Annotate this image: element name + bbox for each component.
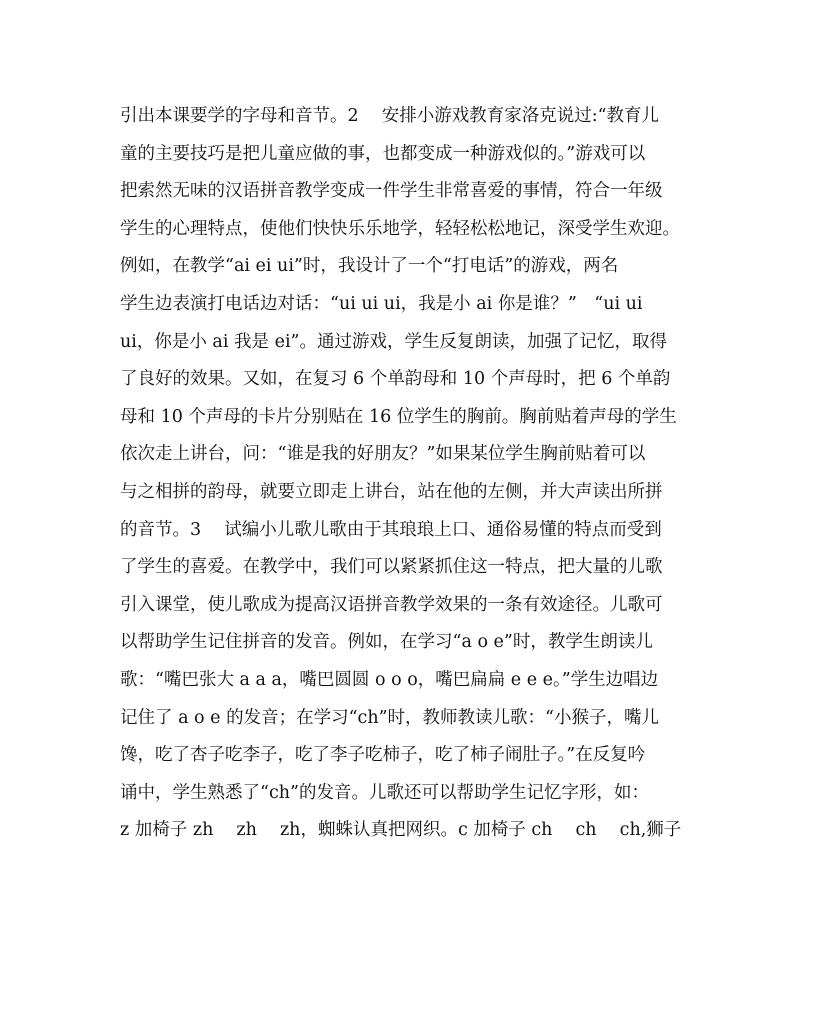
text-line: z 加椅子 zh zh zh，蜘蛛认真把网织。c 加椅子 ch ch ch,狮子 <box>120 820 682 841</box>
text-line: 学生边表演打电话边对话：“ui ui ui，我是小 ai 你是谁？” “ui ui <box>120 293 643 314</box>
text-line: 的音节。3 试编小儿歌儿歌由于其琅琅上口、通俗易懂的特点而受到 <box>120 519 662 540</box>
text-line: 例如，在教学“ai ei ui”时，我设计了一个“打电话”的游戏，两名 <box>120 256 619 277</box>
text-line: 童的主要技巧是把儿童应做的事，也都变成一种游戏似的。”游戏可以 <box>120 143 646 164</box>
text-line: 把索然无味的汉语拼音教学变成一件学生非常喜爱的事情，符合一年级 <box>120 181 663 202</box>
text-line: 与之相拼的韵母，就要立即走上讲台，站在他的左侧，并大声读出所拼 <box>120 481 663 502</box>
text-line: 记住了 a o e 的发音；在学习“ch”时，教师教读儿歌：“小猴子，嘴儿 <box>120 707 659 728</box>
text-line: 依次走上讲台，问：“谁是我的好朋友？”如果某位学生胸前贴着可以 <box>120 444 646 465</box>
text-line: 学生的心理特点，使他们快快乐乐地学，轻轻松松地记，深受学生欢迎。 <box>120 218 680 239</box>
text-line: ui，你是小 ai 我是 ei”。通过游戏，学生反复朗读，加强了记忆，取得 <box>120 331 667 352</box>
text-line: 歌：“嘴巴张大 a a a，嘴巴圆圆 o o o，嘴巴扁扁 e e e。”学生边唱边 <box>120 669 659 690</box>
text-line: 馋，吃了杏子吃李子，吃了李子吃柿子，吃了柿子闹肚子。”在反复吟 <box>120 745 646 766</box>
text-line: 以帮助学生记住拼音的发音。例如，在学习“a o e”时，教学生朗读儿 <box>120 632 653 653</box>
text-line: 诵中，学生熟悉了“ch”的发音。儿歌还可以帮助学生记忆字形，如： <box>120 782 649 803</box>
body-text <box>120 98 700 850</box>
text-line: 了良好的效果。又如，在复习 6 个单韵母和 10 个声母时，把 6 个单韵 <box>120 369 671 390</box>
text-line: 引入课堂，使儿歌成为提高汉语拼音教学效果的一条有效途径。儿歌可 <box>120 594 663 615</box>
text-line: 了学生的喜爱。在教学中，我们可以紧紧抓住这一特点，把大量的儿歌 <box>120 557 663 578</box>
text-line: 引出本课要学的字母和音节。2 安排小游戏教育家洛克说过:“教育儿 <box>120 106 660 126</box>
text-line: 母和 10 个声母的卡片分别贴在 16 位学生的胸前。胸前贴着声母的学生 <box>120 406 677 427</box>
